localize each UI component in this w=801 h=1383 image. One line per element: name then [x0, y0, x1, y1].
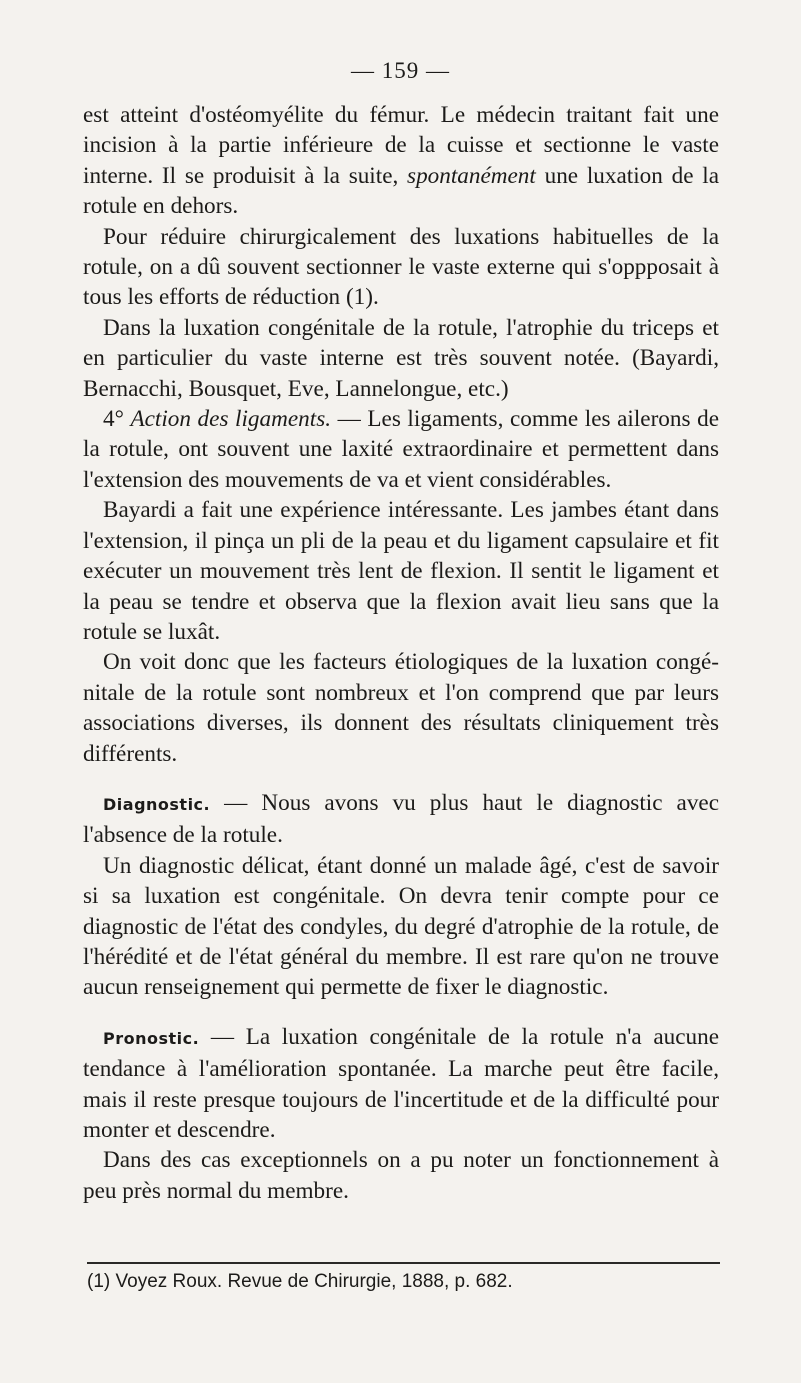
body-text: [83, 100, 719, 1206]
paragraph: 4° Action des ligaments. — Les ligaments, comme les ailerons de la rotule, ont souvent une laxité extraordinaire et permettent dans l'extension des mouvements de va et vient considérables.: [83, 406, 719, 493]
paragraph: Un diagnostic délicat, étant donné un malade âgé, c'est de savoir si sa luxation est congénitale. On devra tenir compte pour ce diagnostic de l'état des condyles, du degré d'atrophie de la rotule, de l'hérédité et de l'état général du membre. Il est rare qu'on ne trouve aucun renseignement qui permette de fixer le diagnostic.: [83, 852, 719, 1001]
footnote: (1) Voyez Roux. Revue de Chirurgie, 1888, p. 682.: [87, 1271, 513, 1292]
paragraph: Bayardi a fait une expérience intéressante. Les jambes étant dans l'extension, il pinça un pli de la peau et du ligament capsulaire et fit exécuter un mouvement très lent de flexion. Il sentit le ligament et la peau se tendre et observa que la flexion avait lieu sans que la rotule se luxât.: [83, 497, 719, 645]
diagnostic-paragraph: Diagnostic. — Nous avons vu plus haut le diagnostic avec l'absence de la rotule.: [83, 789, 719, 849]
paragraph: Dans la luxation congénitale de la rotule, l'atrophie du triceps et en particulier du vaste interne est très souvent notée. (Bayardi, Bernacchi, Bousquet, Eve, Lannelongue, etc.): [83, 314, 719, 402]
paragraph: Dans des cas exceptionnels on a pu noter un fonctionnement à peu près normal du membre.: [83, 1147, 719, 1204]
paragraph: est atteint d'ostéomyélite du fémur. Le médecin traitant fait une incision à la partie inférieure de la cuisse et sectionne le vaste interne. Il se produisit à la suite, spontanément une luxation de la rotule en dehors.: [83, 102, 719, 220]
emphasis: spontanément: [407, 162, 536, 189]
paragraph: On voit donc que les facteurs étiologiques de la luxation congé-nitale de la rotule sont nombreux et l'on comprend que par leurs associations diverses, ils donnent des résultats cliniquement très différents.: [83, 649, 719, 767]
pronostic-heading: Pronostic.: [103, 1028, 200, 1048]
paragraph: Pour réduire chirurgicalement des luxations habituelles de la rotule, on a dû souvent sectionner le vaste externe qui s'oppposait à tous les efforts de réduction (1).: [83, 223, 719, 311]
diagnostic-heading: Diagnostic.: [103, 794, 211, 814]
page-number: — 159 —: [351, 58, 450, 83]
pronostic-paragraph: Pronostic. — La luxation congénitale de la rotule n'a aucune tendance à l'amélioration spontanée. La marche peut être facile, mais il reste presque toujours de l'incertitude et de la difficulté pour monter et descendre.: [83, 1023, 719, 1143]
footnote-divider: [87, 1262, 720, 1264]
section-title: Action des ligaments.: [130, 406, 332, 433]
